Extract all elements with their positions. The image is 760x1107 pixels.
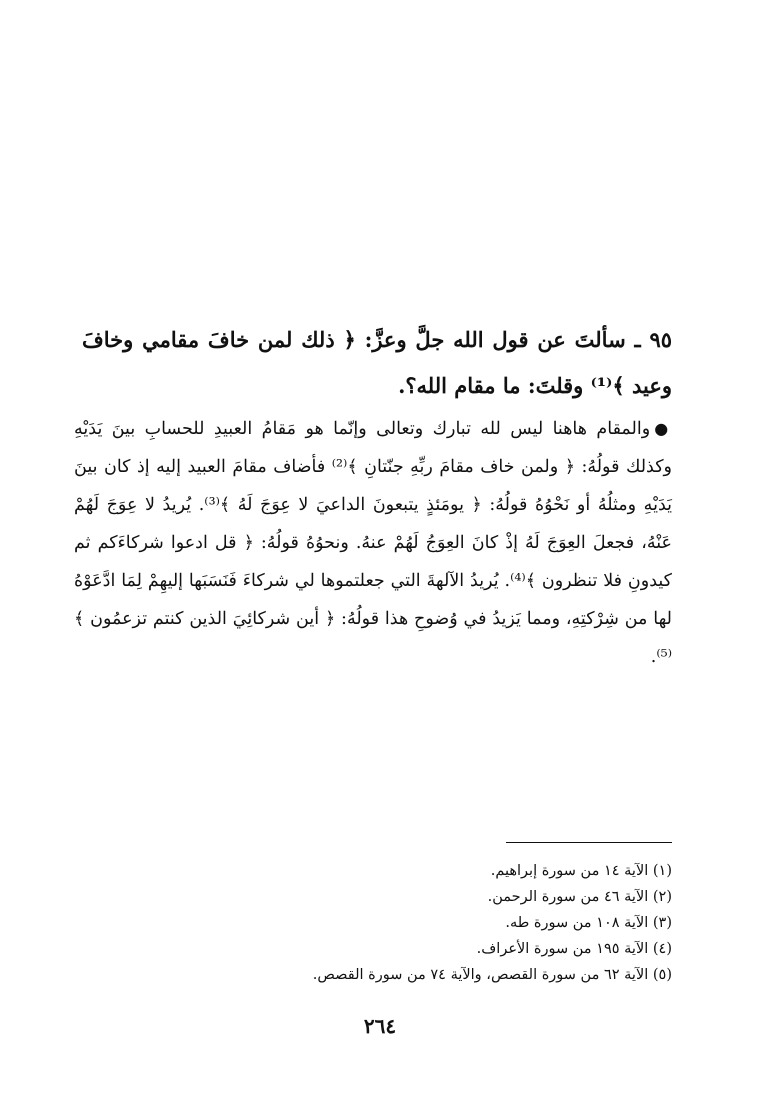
footnote-item: (٤) الآية ١٩٥ من سورة الأعراف.	[476, 941, 672, 957]
answer-paragraph	[74, 410, 672, 676]
answer-text: والمقام هاهنا ليس لله تبارك وتعالى وإنّما هو مَقامُ العبيدِ للحسابِ بينَ يَدَيْهِ وكذلك قولُهُ: ﴿ ولمن خاف مقامَ ربِّهِ جنّتانِ ﴾⁽²⁾ فأضاف مقامَ العبيد إليه إذ كان بينَ يَدَيْهِ ومثلُهُ أو نَحْوُهُ قولُهُ: ﴿ يومَئذٍ يتبعونَ الداعيَ لا عِوَجَ لَهُ ﴾⁽³⁾. يُريدُ لا عِوَجَ لَهُمْ عَنْهُ، فجعلَ العِوَجَ لَهُ إذْ كانَ العِوَجُ لَهُمْ عنهُ. ونحوُهُ قولُهُ: ﴿ قل ادعوا شركاءَكم ثم كيدونِ فلا تنظرون ﴾⁽⁴⁾. يُريدُ الآلهةَ التي جعلتموها لي شركاءَ فَنَسَبَها إليهِمْ لِمَا ادَّعَوْهُ لها من شِرْكتِهِ، ومما يَزيدُ في وُضوحِ هذا قولُهُ: ﴿ أين شركائِيَ الذين كنتم تزعمُون ﴾⁽⁵⁾.	[74, 418, 673, 667]
footnotes-list	[74, 858, 672, 988]
footnote-item: (٢) الآية ٤٦ من سورة الرحمن.	[487, 889, 672, 905]
footnote-item: (٣) الآية ١٠٨ من سورة طه.	[505, 915, 672, 931]
footnote-separator	[506, 842, 672, 843]
question-paragraph: ٩٥ ـ سألتَ عن قول الله جلَّ وعزَّ: ﴿ ذلك لمن خافَ مقامي وخافَ وعيد ﴾⁽¹⁾ وقلتَ: ما مقام الله؟.	[82, 327, 672, 398]
footnote-item: (٥) الآية ٦٢ من سورة القصص، والآية ٧٤ من سورة القصص.	[312, 967, 672, 983]
page-number: ٢٦٤	[363, 1014, 397, 1038]
bullet-icon: ●	[654, 418, 672, 438]
footnote-item: (١) الآية ١٤ من سورة إبراهيم.	[490, 863, 672, 879]
